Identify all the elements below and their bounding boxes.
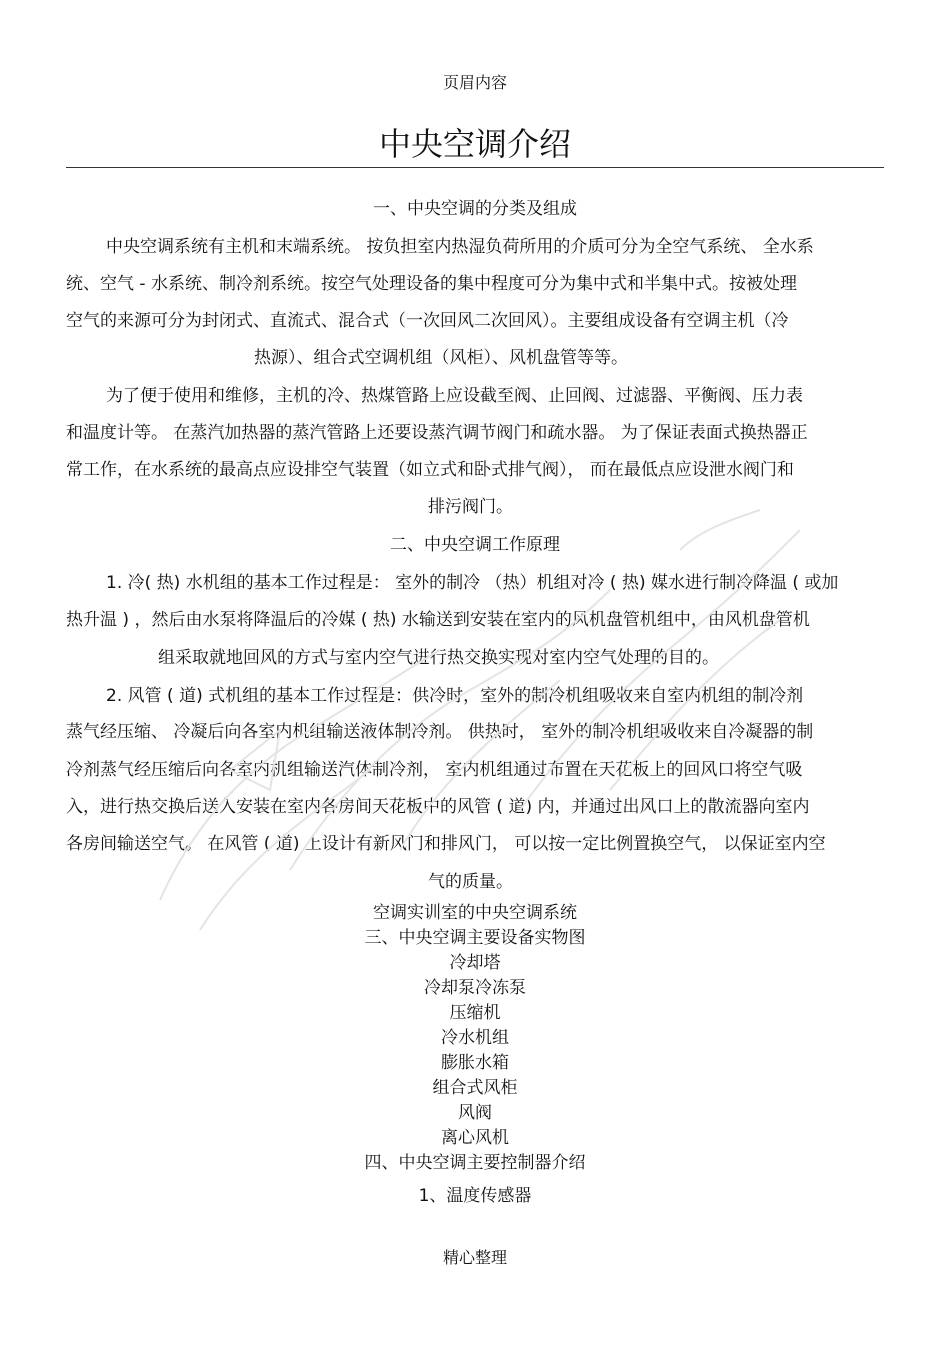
page-title: 中央空调介绍 bbox=[378, 125, 571, 163]
title-divider bbox=[66, 167, 884, 168]
list-item: 组合式风柜 bbox=[432, 1078, 518, 1098]
paragraph-line: 冷剂蒸气经压缩后向各室内机组输送汽体制冷剂， 室内机组通过布置在天花板上的回风口将空气吸 bbox=[66, 760, 803, 780]
list-item: 压缩机 bbox=[449, 1003, 501, 1023]
paragraph-line: 和温度计等。 在蒸汽加热器的蒸汽管路上还要设蒸汽调节阀门和疏水器。 为了保证表面式换热器正 bbox=[66, 423, 808, 443]
paragraph-line: 2. 风管 ( 道) 式机组的基本工作过程是：供冷时，室外的制冷机组吸收来自室内机组的制冷剂 bbox=[106, 686, 804, 706]
paragraph-line: 组采取就地回风的方式与室内空气进行热交换实现对室内空气处理的目的。 bbox=[158, 648, 719, 668]
paragraph-line: 中央空调系统有主机和末端系统。 按负担室内热湿负荷所用的介质可分为全空气系统、 全水系 bbox=[106, 237, 814, 257]
figure-caption: 空调实训室的中央空调系统 bbox=[373, 903, 577, 923]
paragraph-line: 统、空气 - 水系统、制冷剂系统。按空气处理设备的集中程度可分为集中式和半集中式。按被处理 bbox=[66, 274, 797, 294]
paragraph-line: 各房间输送空气。 在风管 ( 道) 上设计有新风门和排风门， 可以按一定比例置换空气， 以保证室内空 bbox=[66, 834, 826, 854]
list-item: 膨胀水箱 bbox=[441, 1053, 509, 1073]
paragraph-line: 热源）、组合式空调机组（风柜）、风机盘管等等。 bbox=[254, 348, 628, 368]
list-item: 冷水机组 bbox=[441, 1028, 509, 1048]
section-2-heading: 二、中央空调工作原理 bbox=[390, 535, 560, 555]
page-header: 页眉内容 bbox=[442, 73, 507, 92]
paragraph-line: 气的质量。 bbox=[428, 872, 513, 892]
paragraph-line: 蒸气经压缩、 冷凝后向各室内机组输送液体制冷剂。 供热时， 室外的制冷机组吸收来自冷凝器的制 bbox=[66, 722, 814, 742]
paragraph-line: 为了便于使用和维修，主机的冷、热煤管路上应设截至阀、止回阀、过滤器、平衡阀、压力表 bbox=[106, 386, 803, 406]
list-item: 离心风机 bbox=[441, 1128, 509, 1148]
section-3-heading: 三、中央空调主要设备实物图 bbox=[364, 928, 586, 948]
paragraph-line: 入，进行热交换后送入安装在室内各房间天花板中的风管 ( 道) 内，并通过出风口上的散流器向室内 bbox=[66, 797, 810, 817]
section-4-heading: 四、中央空调主要控制器介绍 bbox=[364, 1153, 586, 1173]
section-1-heading: 一、中央空调的分类及组成 bbox=[373, 199, 577, 219]
paragraph-line: 1. 冷( 热) 水机组的基本工作过程是： 室外的制冷 （热）机组对冷 ( 热) 媒水进行制冷降温 ( 或加 bbox=[106, 573, 839, 593]
paragraph-line: 常工作，在水系统的最高点应设排空气装置（如立式和卧式排气阀）， 而在最低点应设泄水阀门和 bbox=[66, 460, 794, 480]
paragraph-line: 空气的来源可分为封闭式、直流式、混合式（一次回风二次回风）。主要组成设备有空调主机（冷 bbox=[66, 311, 789, 331]
list-item: 冷却塔 bbox=[449, 953, 501, 973]
page-footer: 精心整理 bbox=[442, 1248, 507, 1267]
list-item: 冷却泵冷冻泵 bbox=[424, 978, 526, 998]
list-item: 风阀 bbox=[458, 1103, 492, 1123]
subsection-heading: 1、温度传感器 bbox=[418, 1186, 532, 1206]
paragraph-line: 热升温 ) ，然后由水泵将降温后的冷媒 ( 热) 水输送到安装在室内的风机盘管机组中，由风机盘管机 bbox=[66, 610, 810, 630]
paragraph-line: 排污阀门。 bbox=[428, 497, 513, 517]
